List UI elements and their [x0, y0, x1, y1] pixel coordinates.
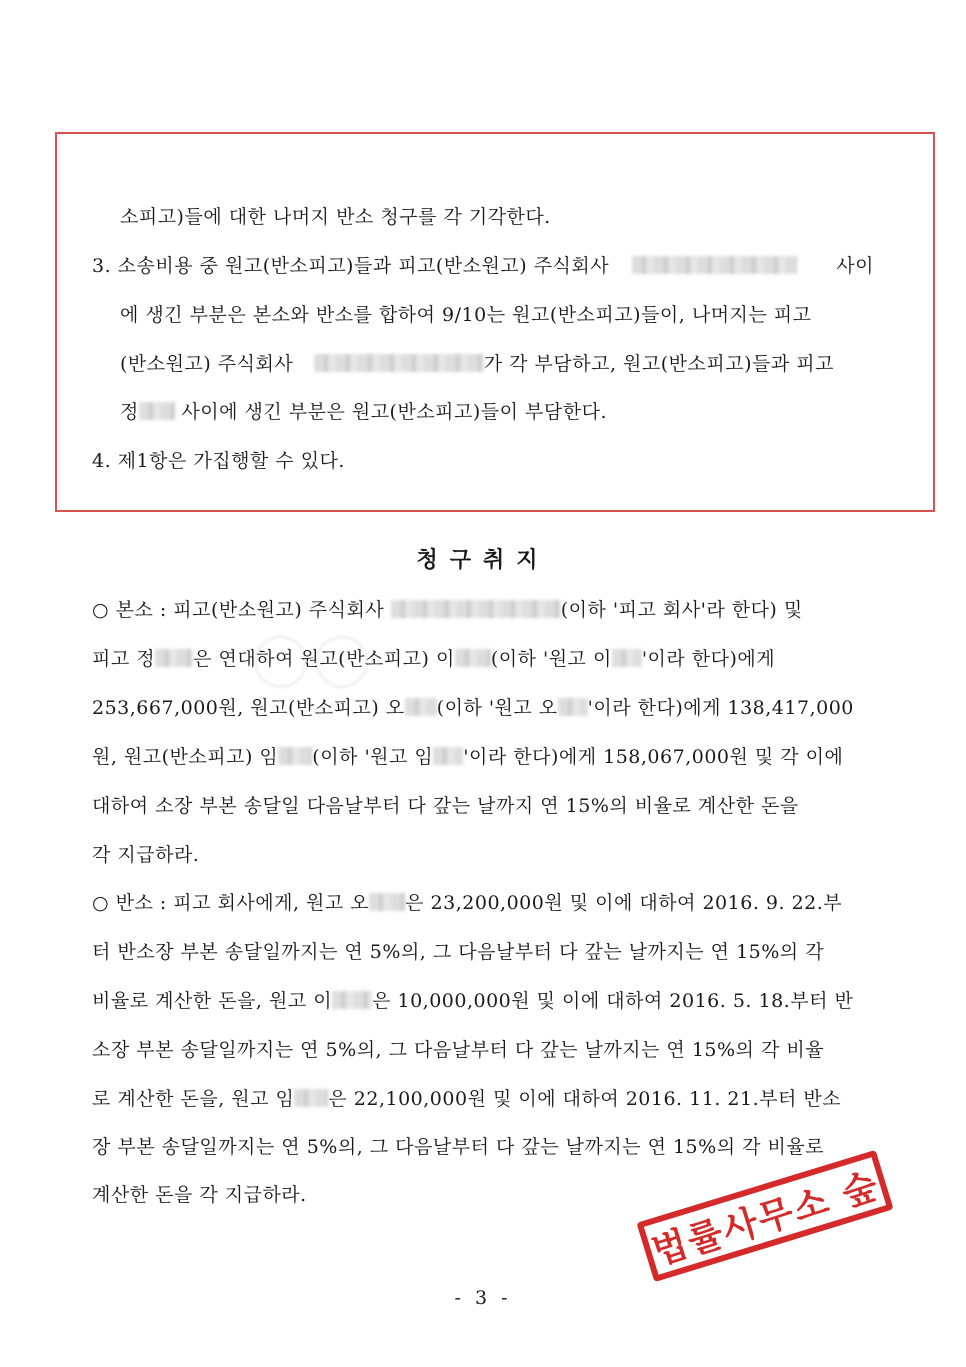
- claim-line: [92, 645, 874, 673]
- claim-text: 로 계산한 돈을, 원고 임: [92, 1088, 295, 1110]
- claim-text: 계산한 돈을 각 지급하라.: [92, 1184, 307, 1206]
- claim-text: 원, 원고(반소피고) 임: [92, 746, 279, 768]
- claim-text: (이하 '원고 임: [312, 746, 434, 768]
- claim-text: '이라 한다)에게 138,417,000: [587, 697, 854, 719]
- claim-text: 각 지급하라.: [92, 844, 200, 866]
- claim-line: [92, 841, 874, 869]
- claim-text: '이라 한다)에게: [641, 648, 776, 670]
- claim-line: [92, 596, 874, 624]
- claim-line: [92, 1085, 874, 1113]
- redaction: [433, 747, 463, 765]
- redaction: [612, 649, 642, 667]
- claim-text: '이라 한다)에게 158,067,000원 및 각 이에: [463, 746, 844, 768]
- disposition-line-2: 3. 소송비용 중 원고(반소피고)들과 피고(반소원고) 주식회사 사이: [92, 255, 874, 277]
- claim-line: [92, 889, 874, 917]
- claim-line: [92, 1133, 874, 1161]
- claim-text: 터 반소장 부본 송달일까지는 연 5%의, 그 다음날부터 다 갚는 날까지는 연 15%의 각: [92, 941, 825, 963]
- claim-text: 장 부본 송달일까지는 연 5%의, 그 다음날부터 다 갚는 날까지는 연 15%의 각 비율로: [92, 1136, 825, 1158]
- claim-text: (이하 '원고 이: [490, 648, 612, 670]
- redaction: [314, 354, 484, 372]
- disposition-line-1: 소피고)들에 대한 나머지 반소 청구를 각 기각한다.: [120, 206, 551, 228]
- claim-text: 은 23,200,000원 및 이에 대하여 2016. 9. 22.부: [405, 892, 843, 914]
- redaction: [332, 991, 372, 1009]
- redaction: [155, 649, 193, 667]
- claim-line: [92, 1036, 874, 1064]
- claim-text: 피고 정: [92, 648, 156, 670]
- claim-line: [92, 694, 874, 722]
- claim-text: 은 10,000,000원 및 이에 대하여 2016. 5. 18.부터 반: [372, 990, 854, 1012]
- disposition-line-5: 정 사이에 생긴 부분은 원고(반소피고)들이 부담한다.: [120, 401, 608, 423]
- claim-text: 253,667,000원, 원고(반소피고) 오: [92, 697, 405, 719]
- claim-text: (이하 '피고 회사'라 한다) 및: [560, 599, 803, 621]
- redaction: [369, 893, 405, 911]
- redaction: [405, 698, 437, 716]
- redaction: [632, 256, 797, 274]
- claim-line: [92, 792, 874, 820]
- redaction: [558, 698, 588, 716]
- claim-text: 은 22,100,000원 및 이에 대하여 2016. 11. 21.부터 반소: [328, 1088, 842, 1110]
- redaction: [455, 649, 491, 667]
- redaction: [278, 747, 312, 765]
- disposition-line-6: 4. 제1항은 가집행할 수 있다.: [92, 450, 345, 472]
- claim-line: [92, 938, 874, 966]
- section-heading: 청구취지: [416, 548, 550, 573]
- claim-text: 소장 부본 송달일까지는 연 5%의, 그 다음날부터 다 갚는 날까지는 연 15%의 각 비율: [92, 1039, 825, 1061]
- claim-text: ○ 본소 : 피고(반소원고) 주식회사: [92, 599, 391, 621]
- disposition-line-4: (반소원고) 주식회사 가 각 부담하고, 원고(반소피고)들과 피고: [120, 353, 834, 375]
- law-firm-stamp: 법률사무소 숲: [636, 1150, 893, 1282]
- claim-text: 비율로 계산한 돈을, 원고 이: [92, 990, 333, 1012]
- page-number: - 3 -: [454, 1287, 512, 1309]
- claim-text: 대하여 소장 부본 송달일 다음날부터 다 갚는 날까지 연 15%의 비율로 계산한 돈을: [92, 795, 799, 817]
- claim-line: [92, 987, 874, 1015]
- claim-text: 은 연대하여 원고(반소피고) 이: [193, 648, 455, 670]
- claim-line: [92, 743, 874, 771]
- redaction: [139, 402, 175, 420]
- claim-text: (이하 '원고 오: [436, 697, 558, 719]
- redaction: [391, 600, 561, 618]
- redaction: [294, 1089, 328, 1107]
- claim-text: ○ 반소 : 피고 회사에게, 원고 오: [92, 892, 370, 914]
- disposition-line-3: 에 생긴 부분은 본소와 반소를 합하여 9/10는 원고(반소피고)들이, 나머지는 피고: [120, 304, 812, 326]
